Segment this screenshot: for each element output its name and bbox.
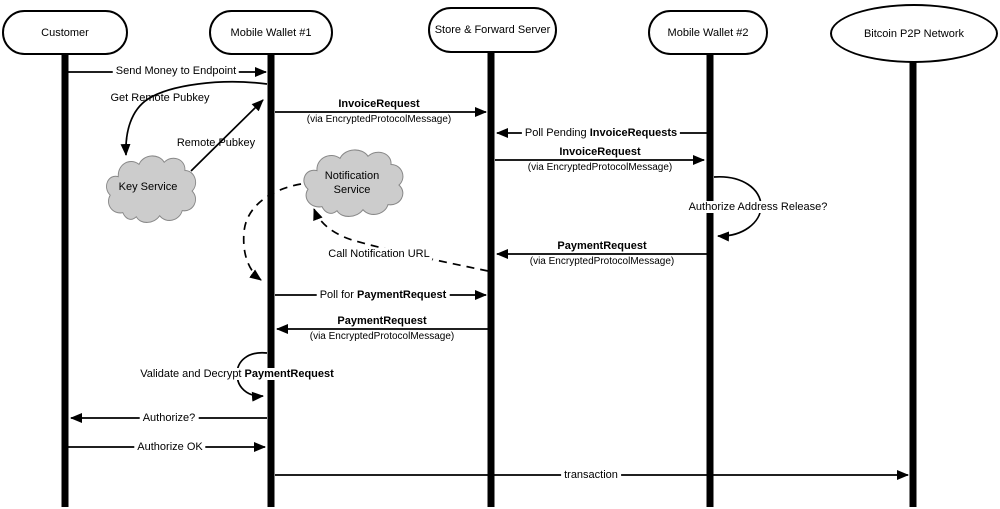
actor-store-forward-server [428,7,557,53]
actor-customer [2,10,128,55]
message-label-send-money: Send Money to Endpoint [113,65,239,77]
actor-bitcoin-p2p-network [830,4,998,63]
actor-store-forward-server-label: Store & Forward Server [434,24,551,36]
poll-pending-text: Poll Pending [524,127,590,139]
message-title-payment-request-to-server: PaymentRequest [557,240,647,252]
lifelines [65,48,913,507]
message-label-call-notification-url: Call Notification URL [325,248,432,260]
arrow-remote-pubkey [191,100,263,171]
message-subtitle-invoice-request-2: (via EncryptedProtocolMessage) [527,162,673,173]
message-label-get-remote-pubkey: Get Remote Pubkey [110,92,210,104]
arrow-call-notification-url [314,209,488,271]
actor-customer-label: Customer [41,26,89,39]
message-title-invoice-request-1: InvoiceRequest [338,98,420,110]
message-label-poll-pending-invoice-requests [522,127,680,139]
key-service-label: Key Service [118,181,178,193]
message-label-transaction: transaction [561,469,621,481]
message-label-remote-pubkey: Remote Pubkey [176,137,256,149]
actor-mobile-wallet-1 [209,10,333,55]
notification-service-label: Notification Service [324,170,380,196]
message-label-authorize-address-release: Authorize Address Release? [686,201,831,213]
actor-bitcoin-p2p-network-label: Bitcoin P2P Network [863,27,965,40]
actor-mobile-wallet-2 [648,10,768,55]
message-label-authorize-ok: Authorize OK [134,441,205,453]
poll-pending-bold-text: InvoiceRequests [589,127,678,139]
actor-mobile-wallet-2-label: Mobile Wallet #2 [667,26,749,39]
actor-mobile-wallet-1-label: Mobile Wallet #1 [230,26,312,39]
message-label-authorize-question: Authorize? [140,412,199,424]
message-label-poll-for-payment-request [317,289,450,301]
validate-decrypt-text: Validate and Decrypt [140,368,245,380]
validate-decrypt-bold-text: PaymentRequest [244,368,334,380]
poll-for-bold-text: PaymentRequest [357,289,447,301]
poll-for-text: Poll for [319,289,358,301]
message-subtitle-payment-request-to-wallet: (via EncryptedProtocolMessage) [309,331,455,342]
message-subtitle-payment-request-to-server: (via EncryptedProtocolMessage) [529,256,675,267]
message-label-validate-decrypt [137,368,337,380]
message-title-invoice-request-2: InvoiceRequest [559,146,641,158]
message-subtitle-invoice-request-1: (via EncryptedProtocolMessage) [306,114,452,125]
message-title-payment-request-to-wallet: PaymentRequest [337,315,427,327]
